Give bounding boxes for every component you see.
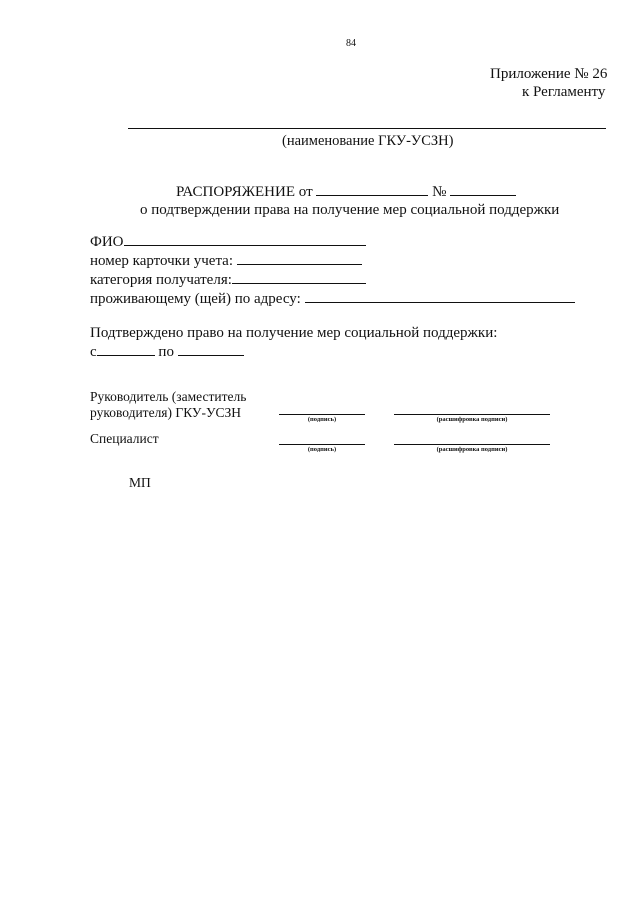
address-row <box>90 290 575 308</box>
category-row <box>90 271 366 289</box>
address-blank <box>305 290 575 303</box>
address-label: проживающему (щей) по адресу: <box>90 291 301 307</box>
order-title-label: РАСПОРЯЖЕНИЕ от <box>176 184 313 200</box>
org-name-caption: (наименование ГКУ-УСЗН) <box>282 133 454 149</box>
category-blank <box>232 271 366 284</box>
head-signature-caption: (подпись) <box>307 416 337 423</box>
fio-label: ФИО <box>90 234 124 250</box>
period-from-blank <box>97 343 155 356</box>
period-to-blank <box>178 343 244 356</box>
appendix-line1: Приложение № 26 <box>490 66 608 82</box>
head-signature-line <box>279 414 365 415</box>
head-title-line2: руководителя) ГКУ-УСЗН <box>90 405 242 420</box>
fio-row <box>90 233 366 251</box>
card-label: номер карточки учета: <box>90 253 234 269</box>
order-number-blank <box>450 183 516 196</box>
period-to-label: по <box>158 344 174 360</box>
specialist-signature-line <box>279 444 365 445</box>
category-label: категория получателя: <box>90 272 232 288</box>
period-from-label: с <box>90 344 97 360</box>
card-row <box>90 252 362 270</box>
head-title-line1: Руководитель (заместитель <box>90 389 247 404</box>
stamp-place: МП <box>129 475 151 490</box>
order-subtitle: о подтверждении права на получение мер социальной поддержки <box>140 202 560 218</box>
head-decode-caption: (расшифровка подписи) <box>436 416 508 423</box>
order-number-label: № <box>432 184 447 200</box>
org-name-line <box>128 128 606 129</box>
appendix-line2: к Регламенту <box>522 84 606 100</box>
period-row <box>90 343 244 361</box>
card-blank <box>237 252 362 265</box>
page-number: 84 <box>346 38 356 49</box>
fio-blank <box>124 233 366 246</box>
confirm-text: Подтверждено право на получение мер социальной поддержки: <box>90 325 498 341</box>
specialist-decode-line <box>394 444 550 445</box>
head-decode-line <box>394 414 550 415</box>
specialist-label: Специалист <box>90 431 159 446</box>
specialist-signature-caption: (подпись) <box>307 446 337 453</box>
order-title <box>176 183 516 201</box>
specialist-decode-caption: (расшифровка подписи) <box>436 446 508 453</box>
order-date-blank <box>316 183 428 196</box>
